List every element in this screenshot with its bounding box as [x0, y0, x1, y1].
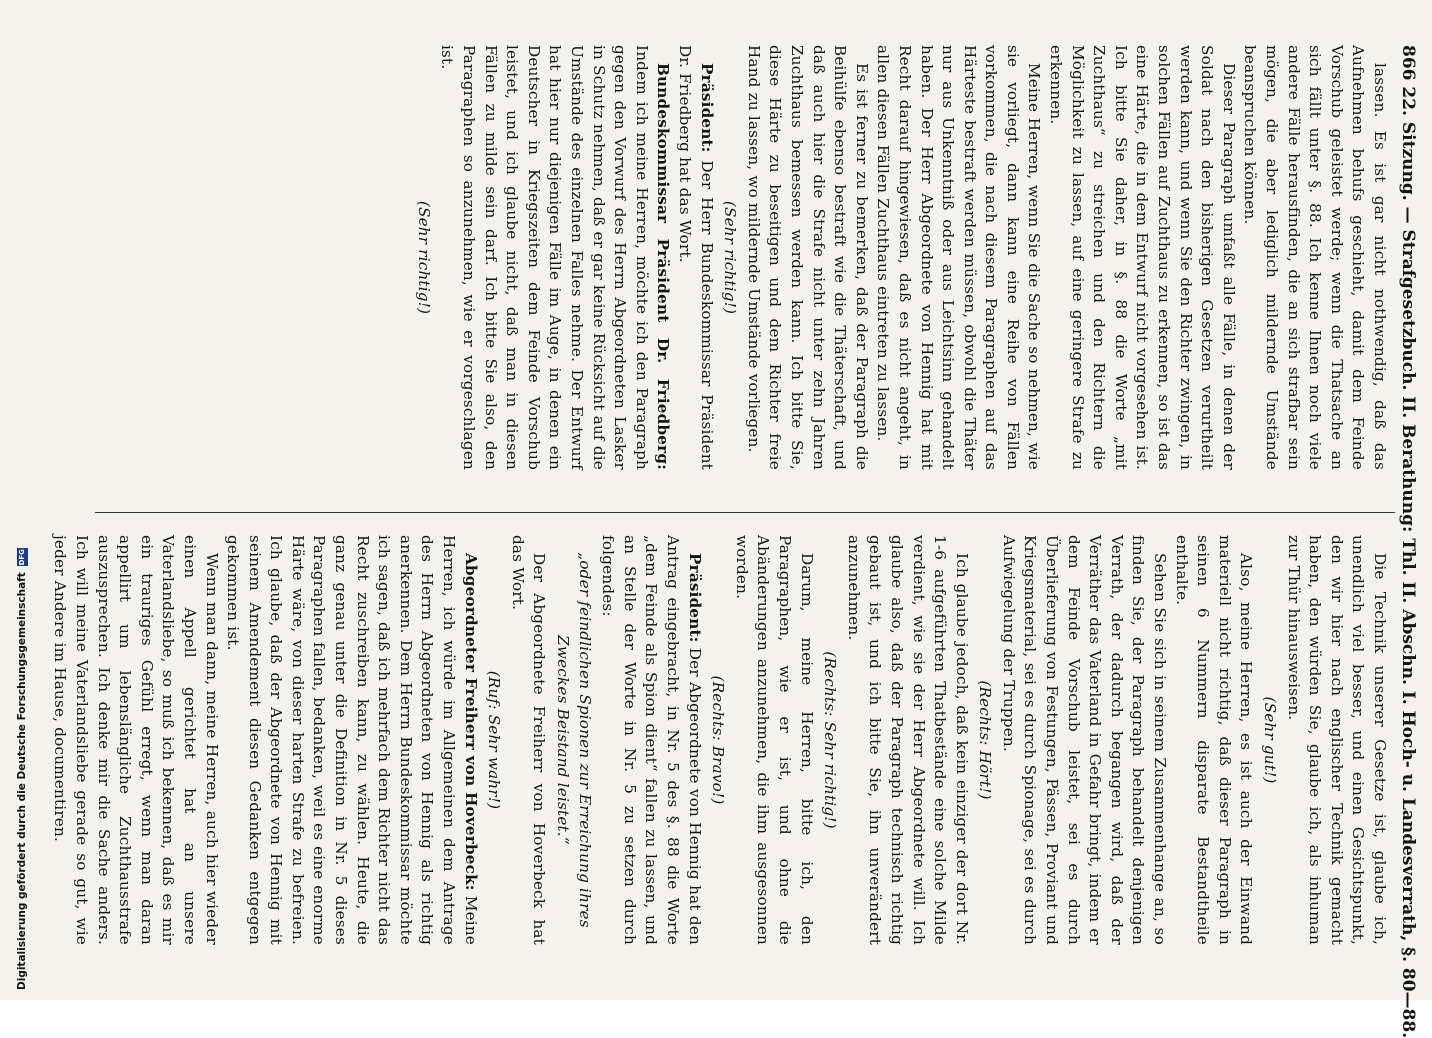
paragraph: Wenn man dann, meine Herren, auch hier wieder einen Appell gerichtet hat an unsere Vaterlandsliebe, so muß ich bekennen, daß es mir ein trauriges Gefühl erregt, wenn man daran appellirt um lebenslängliche Zuchthausstrafe auszusprechen. Ich denke mir die Sache anders. Ich will meine Vaterlandsliebe gerade so gut, wie jeder Andere im Hause, documentiren.	[51, 535, 221, 945]
upper-text-column	[410, 45, 1390, 470]
paragraph: Also, meine Herren, es ist auch der Einwand materiell nicht richtig, daß dieser Paragraph in seinen 6 Nummern disparate Bestandtheile enthalte.	[1172, 535, 1256, 945]
digitization-credit	[16, 548, 28, 990]
interjection: (Rechts: Hört!)	[976, 680, 995, 800]
paragraph: Die Technik unserer Gesetze ist, glaube ich, unendlich viel besser, und einen Gesichtspunkt, den wir hier nach englischer Technik gemacht haben, den würden Sie, glaube ich, als inhuman zur Thür hinausweisen.	[1284, 535, 1389, 945]
interjection: (Rechts: Bravo!)	[709, 675, 728, 805]
speaker-paragraph	[673, 45, 716, 470]
speaker-paragraph	[222, 535, 481, 945]
speaker-paragraph	[597, 535, 705, 945]
speaker-text: Der Abgeordnete von Hennig hat den Antrag eingebracht, in Nr. 5 des §. 88 die Worte „dem Feinde als Spion dient“ fallen zu lassen, und an Stelle der Worte in Nr. 5 zu setzen durch folgendes:	[599, 535, 704, 946]
lower-text-column	[49, 535, 1390, 945]
column-divider	[95, 512, 1395, 513]
paragraph: Der Abgeordnete Freiherr von Hoverbeck hat das Wort.	[508, 535, 549, 945]
page-header	[1398, 45, 1418, 1038]
speaker-text: Der Herr Bundeskommissar Präsident Dr. Friedberg hat das Wort.	[676, 45, 716, 470]
speaker-paragraph	[436, 45, 674, 470]
speaker-text: Indem ich meine Herren, möchte ich den Paragraph gegen den Vorwurf des Herrn Abgeordneten Lasker in Schutz nehmen, daß er gar keine Rücksicht auf die Umstände des einzelnen Falles nehme. Der Entwurf hat hier nur diejenigen Fälle im Auge, in denen ein Deutscher in Kriegszeiten dem Feinde Vorschub leistet, und ich glaube nicht, daß man in diesen Fällen zu milde sein darf. Ich bitte Sie also, den Paragraphen so anzunehmen, wie er vorgeschlagen ist.	[438, 45, 651, 470]
speaker-text: Meine Herren, ich würde im Allgemeinen dem Antrage des Herrn Abgeordneten von Hennig als richtig anerkennen. Dem Herrn Bundeskommissar möchte ich sagen, daß ich mehrfach dem Richter nicht das Recht zuschreiben kann, zu wählen. Heute, die ganz genau unter die Definition in Nr. 5 dieses Paragraphen fallen, bedanken, weil es eine enorme Härte wäre, von dieser harten Strafe zu befreien. Ich glaube, daß der Abgeordnete von Hennig mit seinem Amendement diesen Gedanken entgegen gekommen ist.	[224, 535, 480, 945]
interjection: (Rechts: Sehr richtig!)	[821, 651, 840, 829]
paragraph: Meine Herren, wenn Sie die Sache so nehmen, wie sie vorliegt, dann kann eine Reihe von Fällen vorkommen, die nach diesem Paragraphen auf das Härteste bestraft werden müssen, obwohl die Thäter nur aus Unkenntniß oder aus Leichtsinn gehandelt haben. Der Herr Abgeordnete von Hennig hat mit Recht darauf hingewiesen, daß es nicht angeht, in allen diesen Fällen Zuchthaus eintreten zu lassen.	[874, 45, 1044, 470]
header-title: 866 22. Sitzung. — Strafgesetzbuch. II. Berathung: Thl. II. Abschn. I. Hoch- u. Landesverrath, §. 80—88.	[1398, 45, 1418, 1038]
paragraph: Darum, meine Herren, bitte ich, den Paragraphen, wie er ist, und ohne die Abänderungen anzunehmen, die ihm ausgesonnen worden.	[732, 535, 816, 945]
paragraph: Dieser Paragraph umfaßt alle Fälle, in denen der Soldat nach den bisherigen Gesetzen verurtheilt werden kann, und wenn Sie den Richter zwingen, in solchen Fällen auf Zuchthaus zu erkennen, so ist das eine Härte, die in dem Entwurf nicht vorgesehen ist. Ich bitte Sie daher, in §. 88 die Worte „mit Zuchthaus“ zu streichen und den Richtern die Möglichkeit zu lassen, auf eine geringere Strafe zu erkennen.	[1047, 45, 1238, 470]
interjection: (Sehr gut!)	[1261, 696, 1280, 784]
interjection: (Sehr richtig!)	[721, 200, 740, 315]
interjection: (Sehr richtig!)	[414, 200, 433, 315]
dfg-logo-icon: DFG	[17, 549, 26, 566]
paragraph: Ich glaube jedoch, daß kein einziger der dort Nr. 1-6 aufgeführten Thatbestände eine solche Milde verdient, wie sie der Herr Abgeordnete will. Ich glaube also, daß der Paragraph technisch richtig gebaut ist, und ich bitte Sie, ihn unverändert anzunehmen.	[844, 535, 971, 945]
credit-text: Digitalisierung gefördert durch die Deutsche Forschungsgemeinschaft	[16, 572, 28, 990]
paragraph: Es ist ferner zu bemerken, daß der Paragraph die Beihülfe ebenso bestraft wie die Thäterschaft, und daß auch hier die Strafe nicht unter zehn Jahren Zuchthaus bemessen werden kann. Ich bitte Sie, diese Härte zu beseitigen und dem Richter freie Hand zu lassen, wo mildernde Umstände vorliegen.	[744, 45, 871, 470]
speaker-label: Präsident:	[697, 63, 716, 153]
speaker-label: Abgeordneter Freiherr von Hoverbeck:	[461, 553, 480, 891]
speaker-label: Bundeskommissar Präsident Dr. Friedberg:	[654, 63, 673, 470]
paragraph: Sehen Sie sich in seinem Zusammenhange an, so finden Sie, der Paragraph behandelt denjenigen Verrath, der dadurch begangen wird, daß der Verräther das Vaterland in Gefahr bringt, indem er dem Feinde Vorschub leistet, sei es durch Überlieferung von Festungen, Pässen, Proviant und Kriegsmaterial, sei es durch Spionage, sei es durch Aufwiegelung der Truppen.	[999, 535, 1170, 945]
speaker-label: Präsident:	[685, 553, 704, 643]
interjection: (Ruf: Sehr wahr!)	[485, 670, 504, 810]
paragraph: lassen. Es ist gar nicht nothwendig, daß das Aufnehmen behufs geschieht, damit dem Feinde Vorschub geleistet werde; wenn die Thatsache an sich fällt unter §. 88. Ich kenne Ihnen noch viele andere Fälle herausfinden, die an sich strafbar sein mögen, die aber lediglich mildernde Umstände beanspruchen können.	[1241, 45, 1389, 470]
quote: „oder feindlichen Spionen zur Erreichung ihres Zweckes Beistand leistet.“	[554, 552, 594, 928]
